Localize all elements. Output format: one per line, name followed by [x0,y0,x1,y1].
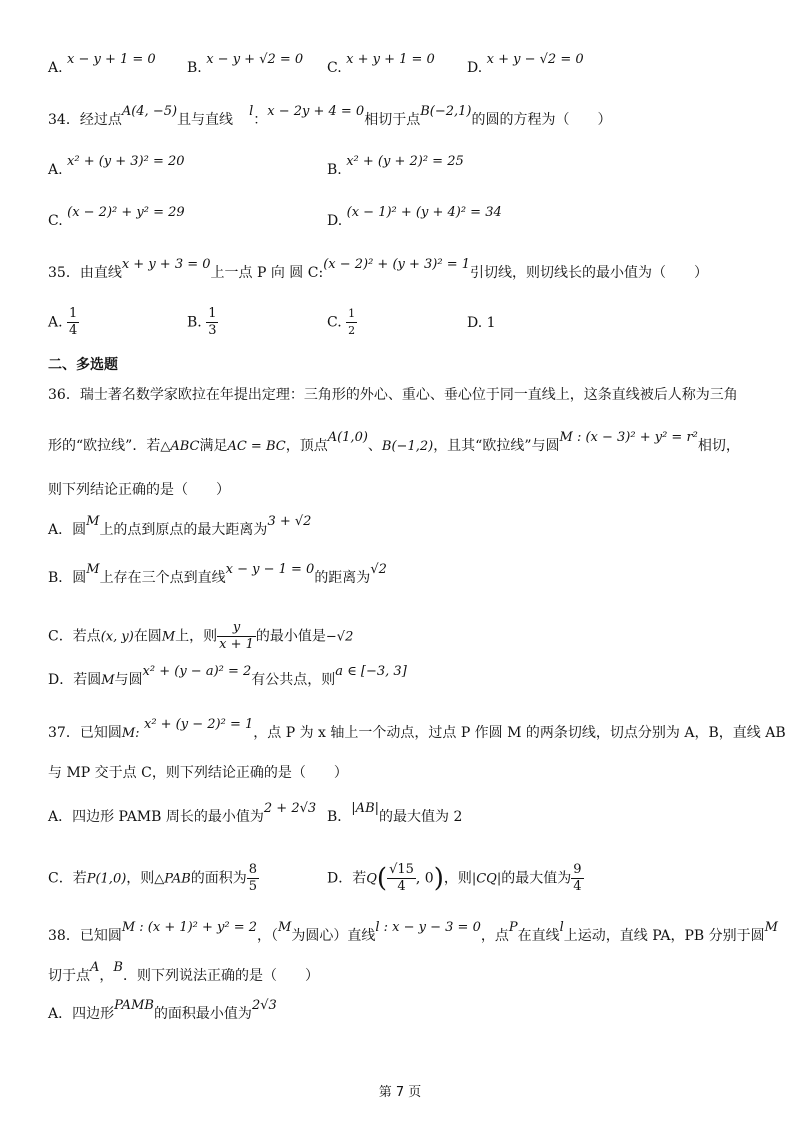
q33-option-b-math: x − y + √2 = 0 [206,52,304,67]
q36-stem-line3: 则下列结论正确的是（ ） [48,482,230,498]
q33-option-a: A. x − y + 1 = 0 [48,52,156,76]
q38-stem-line2: 切于点A，B．则下列说法正确的是（ ） [48,960,319,984]
q33-option-d: D. x + y − √2 = 0 [467,52,584,76]
q37-option-d: D．若Q( $\frac{√15}{4}$ , 0)，则|CQ|的最大值为 $\frac{9}{4}$ [327,862,582,894]
q35-option-a: A. $\frac{1}{4}$ [48,306,78,338]
section-heading: 二、多选题 [48,357,118,373]
q38-option-a: A．四边形PAMB的面积最小值为2√3 [48,998,277,1022]
q36-option-d: D．若圆M与圆x² + (y − a)² = 2有公共点，则a ∈ [−3, 3] [48,664,407,688]
q38-stem-line1: 38．已知圆M : (x + 1)² + y² = 2，（M为圆心）直线l : x − y − 3 = 0，点P在直线l上运动，直线 PA，PB 分别于圆M [48,920,778,944]
q36-option-b: B．圆M上存在三个点到直线x − y − 1 = 0的距离为√2 [48,562,387,586]
q35-option-d: D. 1 [467,315,496,331]
q36-stem-line1: 36．瑞士著名数学家欧拉在年提出定理：三角形的外心、重心、垂心位于同一直线上，这条直线被后人称为三角 [48,387,738,403]
q33-option-b: B. x − y + √2 = 0 [187,52,304,76]
q37-option-a: A．四边形 PAMB 周长的最小值为2 + 2√3 [48,801,317,825]
q36-option-a: A．圆M上的点到原点的最大距离为3 + √2 [48,514,312,538]
q35-stem: 35．由直线x + y + 3 = 0上一点 P 向 圆 C:(x − 2)² + (y + 3)² = 1引切线，则切线长的最小值为（ ） [48,257,709,281]
page-number: 第 7 页 [378,1085,422,1100]
q36-option-c: C．若点(x, y)在圆M上，则 $\frac{y}{x + 1}$ 的最小值是−√2 [48,620,354,652]
q37-option-c: C．若P(1,0)，则△PAB的面积为 $\frac{8}{5}$ [48,862,258,894]
q33-option-a-math: x − y + 1 = 0 [67,52,156,67]
q36-stem-line2: 形的“欧拉线”．若△ABC满足AC = BC，顶点A(1,0)、B(−1,2)，且其“欧拉线”与圆M : (x − 3)² + y² = r²相切， [48,430,740,454]
q37-stem-line2: 与 MP 交于点 C，则下列结论正确的是（ ） [48,765,348,781]
q33-option-d-math: x + y − √2 = 0 [486,52,584,67]
q35-option-c: C. $\frac{1}{2}$ [327,307,356,337]
q34-option-c: C. (x − 2)² + y² = 29 [48,205,185,229]
q33-option-c-math: x + y + 1 = 0 [346,52,435,67]
q34-stem: 34．经过点A(4, −5)且与直线l：x − 2y + 4 = 0相切于点B(−2,1)的圆的方程为（ ） [48,104,612,128]
q37-option-b: B．|AB|的最大值为 2 [327,801,463,825]
q34-option-b: B. x² + (y + 2)² = 25 [327,154,464,178]
q33-option-c: C. x + y + 1 = 0 [327,52,435,76]
q35-option-b: B. $\frac{1}{3}$ [187,306,217,338]
q34-option-d: D. (x − 1)² + (y + 4)² = 34 [327,205,502,229]
q34-option-a: A. x² + (y + 3)² = 20 [48,154,185,178]
q37-stem-line1: 37．已知圆M: x² + (y − 2)² = 1，点 P 为 x 轴上一个动点，过点 P 作圆 M 的两条切线，切点分别为 A，B，直线 AB [48,717,786,741]
